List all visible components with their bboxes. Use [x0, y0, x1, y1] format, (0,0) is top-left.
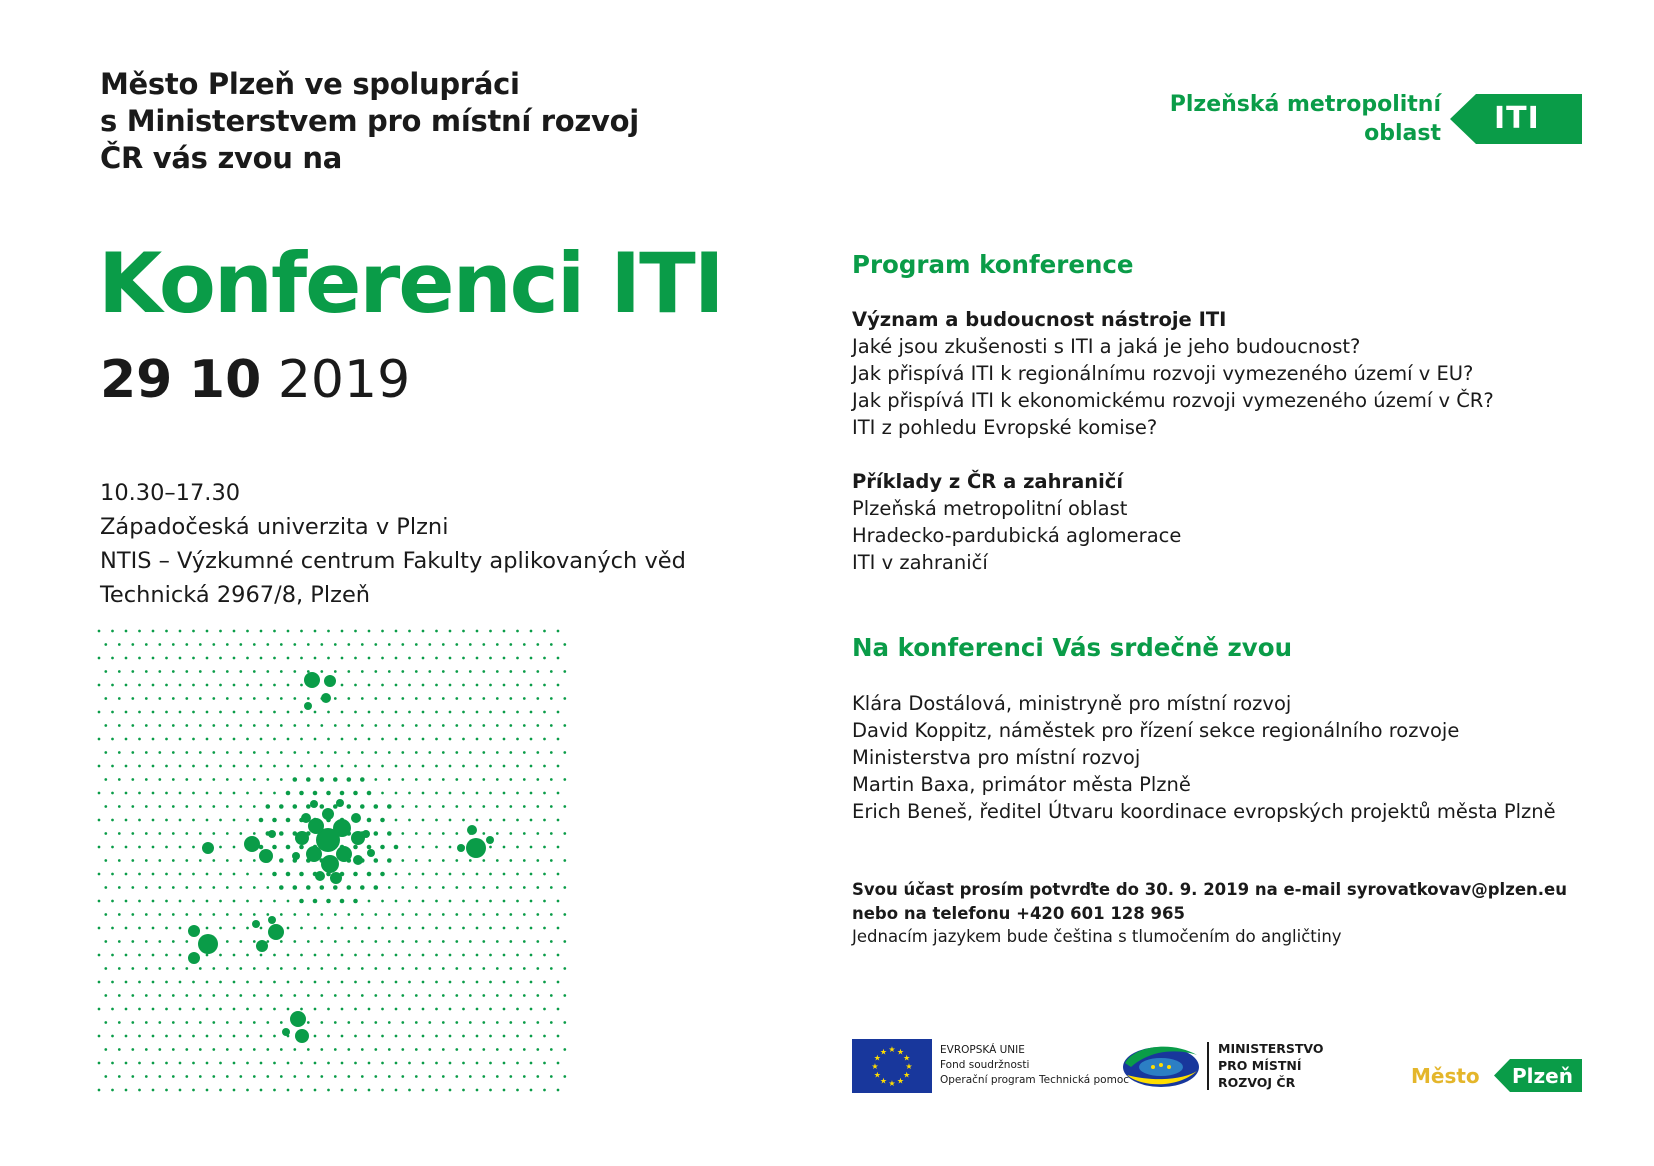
mmr-logo-text — [1218, 1040, 1324, 1091]
eu-star: ★ — [896, 1047, 905, 1057]
intro-line: s Ministerstvem pro místní rozvoj — [100, 104, 639, 138]
venue-line: NTIS – Výzkumné centrum Fakulty aplikovaných věd — [100, 548, 686, 574]
eu-flag-icon — [852, 1039, 932, 1093]
intro-line: ČR vás zvou na — [100, 141, 343, 175]
date-month: 10 — [188, 350, 262, 410]
iti-tag-logo — [1450, 94, 1582, 144]
program-item: Jak přispívá ITI k regionálnímu rozvoji vymezeného území v EU? — [852, 362, 1474, 385]
metro-logo-line: Plzeňská metropolitní — [1169, 92, 1441, 117]
program-item: ITI z pohledu Evropské komise? — [852, 416, 1158, 439]
rsvp-line: Svou účast prosím potvrďte do 30. 9. 2019 na e-mail syrovatkovav@plzen.eu — [852, 880, 1567, 899]
eu-star: ★ — [905, 1062, 913, 1071]
event-time: 10.30–17.30 — [100, 480, 241, 506]
metro-logo-line: oblast — [1364, 121, 1441, 146]
date-year: 2019 — [277, 350, 411, 410]
event-venue — [100, 476, 686, 612]
program-item: Jak přispívá ITI k ekonomickému rozvoji vymezeného území v ČR? — [852, 389, 1494, 412]
eu-logo-line: EVROPSKÁ UNIE — [940, 1044, 1025, 1056]
iti-tag-label: ITI — [1494, 101, 1540, 136]
venue-line: Technická 2967/8, Plzeň — [100, 582, 371, 608]
program-section-title: Význam a budoucnost nástroje ITI — [852, 308, 1227, 331]
eu-stars — [852, 1039, 932, 1093]
event-title: Konferenci ITI — [98, 235, 723, 332]
eu-logo-line: Operační program Technická pomoc — [940, 1074, 1130, 1086]
invitation-line: Klára Dostálová, ministryně pro místní rozvoj — [852, 692, 1292, 715]
eu-star: ★ — [873, 1070, 881, 1080]
program-section-2 — [852, 468, 1612, 576]
eu-star: ★ — [888, 1079, 896, 1088]
intro-line: Město Plzeň ve spolupráci — [100, 67, 520, 101]
eu-star: ★ — [879, 1076, 888, 1086]
eu-star: ★ — [888, 1045, 896, 1054]
eu-star: ★ — [879, 1047, 888, 1057]
mmr-logo-line: MINISTERSTVO — [1218, 1041, 1324, 1056]
mmr-divider — [1207, 1042, 1209, 1090]
intro-text — [100, 66, 639, 177]
plzen-tag-logo — [1494, 1059, 1582, 1092]
eu-star: ★ — [873, 1053, 881, 1063]
mesto-logo-text: Město — [1411, 1064, 1480, 1088]
rsvp-block — [852, 878, 1612, 949]
program-item: Jaké jsou zkušenosti s ITI a jaká je jeho budoucnost? — [852, 335, 1361, 358]
program-item: ITI v zahraničí — [852, 551, 988, 574]
venue-line: Západočeská univerzita v Plzni — [100, 514, 449, 540]
program-section-1 — [852, 306, 1612, 441]
program-heading: Program konference — [852, 250, 1134, 279]
rsvp-note: Jednacím jazykem bude čeština s tlumočením do angličtiny — [852, 927, 1342, 946]
event-date — [100, 350, 410, 410]
invitation-line: Erich Beneš, ředitel Útvaru koordinace evropských projektů města Plzně — [852, 800, 1556, 823]
eu-star: ★ — [871, 1062, 879, 1071]
invitation-list — [852, 690, 1612, 825]
invitation-line: Ministerstva pro místní rozvoj — [852, 746, 1141, 769]
program-item: Hradecko-pardubická aglomerace — [852, 524, 1182, 547]
metro-area-logo-text — [1170, 90, 1441, 148]
invitation-line: Martin Baxa, primátor města Plzně — [852, 773, 1191, 796]
invitation-heading: Na konferenci Vás srdečně zvou — [852, 633, 1293, 662]
program-item: Plzeňská metropolitní oblast — [852, 497, 1128, 520]
eu-star: ★ — [896, 1076, 905, 1086]
eu-logo-line: Fond soudržnosti — [940, 1059, 1030, 1071]
eu-star: ★ — [903, 1070, 911, 1080]
rsvp-line: nebo na telefonu +420 601 128 965 — [852, 903, 1185, 923]
eu-star: ★ — [903, 1053, 911, 1063]
plzen-tag-label: Plzeň — [1512, 1064, 1573, 1088]
date-day: 29 — [100, 350, 173, 410]
invitation-line: David Koppitz, náměstek pro řízení sekce regionálního rozvoje — [852, 719, 1460, 742]
eu-logo-text — [940, 1043, 1129, 1088]
program-section-title: Příklady z ČR a zahraničí — [852, 470, 1124, 493]
mmr-emblem-icon — [1121, 1041, 1201, 1091]
mmr-logo-line: ROZVOJ ČR — [1218, 1075, 1296, 1090]
dot-pattern-graphic — [96, 628, 568, 1098]
mmr-logo-line: PRO MÍSTNÍ — [1218, 1058, 1302, 1073]
